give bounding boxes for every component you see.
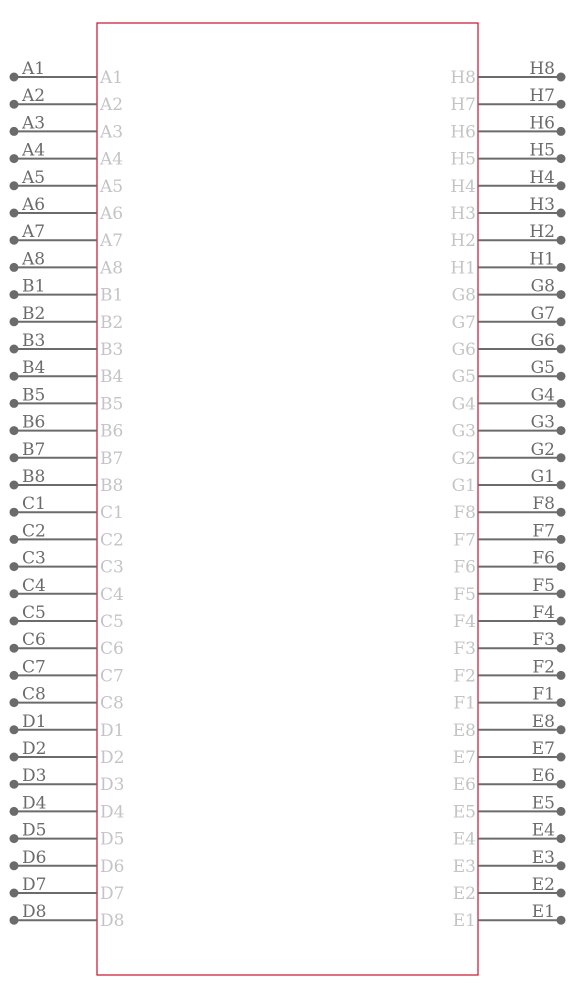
- pin-name-label: D6: [100, 856, 125, 877]
- pin-end-dot: [10, 263, 19, 272]
- pin-right-e3: [453, 848, 566, 877]
- pin-end-dot: [10, 644, 19, 653]
- pin-right-h8: [450, 59, 565, 88]
- pin-name-label: H3: [450, 204, 476, 224]
- pin-end-dot: [10, 861, 19, 870]
- pin-left-d1: [10, 712, 125, 741]
- pin-right-g4: [452, 385, 566, 414]
- pin-end-dot: [557, 617, 566, 626]
- pin-end-dot: [10, 73, 19, 82]
- pin-number-label: G2: [530, 439, 555, 460]
- pin-right-h3: [450, 195, 565, 224]
- pin-number-label: E4: [531, 820, 555, 841]
- pin-number-label: A8: [22, 249, 46, 270]
- pin-number-label: B6: [22, 412, 46, 433]
- pin-right-g5: [452, 358, 566, 387]
- pin-name-label: B5: [100, 394, 124, 415]
- pin-left-a5: [10, 168, 124, 197]
- pin-right-f7: [453, 521, 565, 550]
- pin-number-label: F3: [532, 630, 555, 651]
- pin-left-a4: [10, 141, 124, 170]
- pin-end-dot: [557, 154, 566, 163]
- pin-number-label: E5: [531, 793, 555, 814]
- pin-name-label: C8: [100, 693, 124, 714]
- pin-end-dot: [557, 780, 566, 789]
- pin-number-label: H2: [529, 222, 555, 243]
- pin-end-dot: [10, 345, 19, 354]
- pin-number-label: D4: [22, 793, 47, 814]
- pin-end-dot: [10, 807, 19, 816]
- pin-end-dot: [10, 617, 19, 626]
- pin-left-d8: [10, 902, 125, 931]
- pin-number-label: E7: [531, 739, 555, 759]
- pin-name-label: B4: [100, 367, 124, 388]
- pin-left-b7: [10, 440, 124, 469]
- pin-name-label: C4: [100, 584, 124, 605]
- pin-end-dot: [10, 399, 19, 408]
- pin-right-h2: [450, 222, 565, 251]
- pin-right-h6: [450, 113, 565, 142]
- pin-name-label: C2: [100, 530, 124, 551]
- pin-right-e5: [453, 793, 566, 822]
- pin-right-h5: [450, 141, 565, 170]
- pin-name-label: C7: [100, 666, 124, 687]
- pin-end-dot: [557, 453, 566, 462]
- pin-end-dot: [557, 100, 566, 109]
- pin-number-label: F8: [532, 494, 555, 515]
- pin-number-label: D2: [22, 739, 47, 759]
- pin-end-dot: [557, 753, 566, 762]
- pin-left-a3: [10, 113, 124, 142]
- pin-name-label: G7: [451, 312, 476, 333]
- pin-name-label: A3: [100, 122, 124, 143]
- pin-right-g6: [452, 331, 566, 360]
- pin-name-label: G8: [451, 285, 476, 306]
- pin-number-label: H4: [529, 167, 555, 188]
- pin-right-g3: [452, 413, 566, 442]
- pin-name-label: D1: [100, 720, 125, 741]
- pin-name-label: H4: [450, 176, 476, 197]
- pin-name-label: D2: [100, 748, 125, 768]
- pin-left-c3: [10, 549, 124, 578]
- pin-number-label: C3: [22, 548, 46, 569]
- pin-end-dot: [557, 426, 566, 435]
- pin-number-label: G7: [530, 303, 555, 324]
- pin-name-label: E2: [452, 884, 476, 904]
- pin-name-label: H6: [450, 122, 476, 143]
- pin-left-b3: [10, 331, 124, 360]
- pin-end-dot: [557, 345, 566, 354]
- pin-name-label: A5: [100, 176, 124, 197]
- pin-left-c5: [10, 603, 124, 632]
- pin-number-label: C1: [22, 494, 46, 515]
- pin-number-label: C8: [22, 684, 46, 705]
- pin-name-label: D4: [100, 802, 125, 823]
- pin-number-label: E6: [531, 766, 555, 787]
- pin-name-label: A2: [100, 95, 124, 116]
- pin-end-dot: [557, 127, 566, 136]
- pin-end-dot: [10, 317, 19, 326]
- pin-right-h1: [450, 249, 565, 278]
- pin-end-dot: [10, 453, 19, 462]
- pin-number-label: G8: [530, 276, 555, 297]
- pin-right-f3: [453, 630, 565, 659]
- pin-end-dot: [10, 834, 19, 843]
- pin-left-c8: [10, 685, 124, 714]
- pin-right-e1: [453, 902, 566, 931]
- pin-number-label: B5: [22, 385, 46, 406]
- pin-number-label: G5: [530, 358, 555, 379]
- pin-number-label: D8: [22, 902, 47, 923]
- pin-left-b6: [10, 413, 124, 442]
- pin-number-label: A3: [22, 113, 46, 134]
- pin-left-b1: [10, 277, 124, 306]
- pin-right-g2: [452, 440, 566, 469]
- pin-name-label: C1: [100, 503, 124, 524]
- pin-name-label: D7: [100, 884, 125, 904]
- pin-name-label: D3: [100, 775, 125, 796]
- pin-name-label: A6: [100, 204, 124, 224]
- pin-right-f4: [453, 603, 565, 632]
- pin-name-label: G4: [451, 394, 476, 415]
- pin-end-dot: [557, 807, 566, 816]
- pin-left-b4: [10, 358, 124, 387]
- pin-number-label: F4: [532, 603, 555, 623]
- pin-name-label: G2: [451, 448, 476, 469]
- pin-end-dot: [557, 236, 566, 245]
- pin-left-a7: [10, 222, 124, 251]
- pin-name-label: B1: [100, 285, 124, 306]
- pin-end-dot: [10, 725, 19, 734]
- pin-end-dot: [557, 889, 566, 898]
- pin-name-label: C5: [100, 612, 124, 632]
- pin-end-dot: [557, 317, 566, 326]
- pin-left-a8: [10, 249, 124, 278]
- pin-name-label: B6: [100, 421, 124, 442]
- pin-end-dot: [10, 154, 19, 163]
- pin-number-label: C2: [22, 521, 46, 542]
- pin-left-d6: [10, 848, 125, 877]
- pin-right-h7: [450, 86, 565, 115]
- pin-end-dot: [557, 644, 566, 653]
- pin-number-label: G1: [530, 467, 555, 487]
- pin-name-label: D8: [100, 911, 125, 932]
- pin-name-label: H1: [450, 258, 476, 279]
- pin-name-label: E1: [452, 911, 476, 932]
- pin-end-dot: [557, 698, 566, 707]
- pin-number-label: E8: [531, 711, 555, 732]
- pin-name-label: F2: [453, 666, 476, 687]
- pin-name-label: A8: [100, 258, 124, 279]
- pin-left-d2: [10, 739, 125, 768]
- pin-name-label: F6: [453, 557, 476, 578]
- pin-number-label: H1: [529, 249, 555, 270]
- pin-number-label: E1: [531, 902, 555, 923]
- pin-number-label: B4: [22, 358, 46, 379]
- pin-name-label: B8: [100, 476, 124, 496]
- pin-end-dot: [10, 698, 19, 707]
- pin-name-label: E3: [452, 856, 476, 877]
- pin-name-label: B7: [100, 448, 124, 469]
- pin-name-label: B3: [100, 340, 124, 360]
- pin-end-dot: [557, 263, 566, 272]
- pin-end-dot: [10, 426, 19, 435]
- pin-end-dot: [10, 209, 19, 218]
- pin-end-dot: [557, 589, 566, 598]
- pin-name-label: A7: [100, 231, 124, 252]
- pin-end-dot: [557, 508, 566, 517]
- pin-end-dot: [10, 889, 19, 898]
- pin-left-d5: [10, 821, 125, 850]
- pin-name-label: E6: [452, 775, 476, 796]
- pin-number-label: A7: [22, 222, 46, 243]
- pin-number-label: D3: [22, 766, 47, 787]
- pin-name-label: C6: [100, 639, 124, 660]
- pin-right-f1: [453, 685, 565, 714]
- pin-left-b2: [10, 304, 124, 333]
- pin-name-label: E4: [452, 829, 476, 850]
- pin-name-label: B2: [100, 312, 124, 333]
- pin-end-dot: [557, 372, 566, 381]
- pin-number-label: A2: [22, 86, 46, 107]
- pin-left-c4: [10, 576, 124, 605]
- pin-number-label: F7: [532, 521, 555, 542]
- pin-number-label: F5: [532, 575, 555, 596]
- pin-number-label: F1: [532, 684, 555, 705]
- pin-number-label: H5: [529, 140, 555, 161]
- pin-number-label: H6: [529, 113, 555, 134]
- pin-number-label: C5: [22, 603, 46, 623]
- pin-name-label: A1: [100, 68, 124, 88]
- pin-end-dot: [557, 73, 566, 82]
- pin-left-b5: [10, 385, 124, 414]
- pin-left-d3: [10, 766, 125, 795]
- pin-name-label: H2: [450, 231, 476, 252]
- pin-right-f6: [453, 549, 565, 578]
- pin-left-d4: [10, 793, 125, 822]
- pin-right-e2: [453, 875, 566, 904]
- pin-name-label: D5: [100, 829, 125, 850]
- pin-name-label: F5: [453, 584, 476, 605]
- pin-left-a1: [10, 59, 124, 88]
- pin-number-label: B8: [22, 467, 46, 487]
- pin-end-dot: [557, 562, 566, 571]
- pin-left-a2: [10, 86, 124, 115]
- pin-number-label: H3: [529, 195, 555, 215]
- pin-number-label: A1: [22, 59, 46, 79]
- pin-end-dot: [557, 916, 566, 925]
- pin-end-dot: [10, 127, 19, 136]
- pin-number-label: F2: [532, 657, 555, 678]
- pin-end-dot: [10, 181, 19, 190]
- pin-left-d7: [10, 875, 125, 904]
- pin-name-label: F1: [453, 693, 476, 714]
- pin-left-c7: [10, 657, 124, 686]
- pin-left-c6: [10, 630, 124, 659]
- pin-name-label: G6: [451, 340, 476, 360]
- pin-end-dot: [10, 372, 19, 381]
- pin-number-label: B3: [22, 331, 46, 351]
- pin-end-dot: [557, 290, 566, 299]
- pin-right-e6: [453, 766, 566, 795]
- pin-right-f5: [453, 576, 565, 605]
- pin-name-label: H7: [450, 95, 476, 116]
- pin-number-label: B7: [22, 439, 46, 460]
- pin-number-label: A6: [22, 195, 46, 215]
- pin-number-label: D7: [22, 875, 47, 895]
- pin-end-dot: [557, 671, 566, 680]
- pin-name-label: G3: [451, 421, 476, 442]
- pin-end-dot: [557, 535, 566, 544]
- pin-name-label: F8: [453, 503, 476, 524]
- pin-number-label: B2: [22, 303, 46, 324]
- pin-left-a6: [10, 195, 124, 224]
- pin-right-g8: [452, 277, 566, 306]
- pin-number-label: G3: [530, 412, 555, 433]
- pin-end-dot: [10, 589, 19, 598]
- pin-right-e4: [453, 821, 566, 850]
- pin-left-b8: [10, 467, 124, 496]
- pin-name-label: A4: [100, 149, 124, 170]
- pin-number-label: D1: [22, 711, 47, 732]
- pin-right-e7: [453, 739, 566, 768]
- pin-right-h4: [450, 168, 565, 197]
- pin-number-label: G4: [530, 385, 555, 406]
- pin-number-label: H7: [529, 86, 555, 107]
- left-pin-group: [10, 59, 125, 931]
- pin-name-label: G1: [451, 476, 476, 496]
- pin-end-dot: [10, 236, 19, 245]
- pin-number-label: B1: [22, 276, 46, 297]
- pin-name-label: C3: [100, 557, 124, 578]
- pin-name-label: E5: [452, 802, 476, 823]
- pin-number-label: A5: [22, 167, 46, 188]
- pin-number-label: C6: [22, 630, 46, 651]
- pin-end-dot: [557, 834, 566, 843]
- pin-end-dot: [10, 562, 19, 571]
- pin-end-dot: [10, 535, 19, 544]
- pin-right-g7: [452, 304, 566, 333]
- pin-end-dot: [10, 780, 19, 789]
- pin-end-dot: [10, 916, 19, 925]
- pin-number-label: G6: [530, 331, 555, 351]
- pin-number-label: D6: [22, 847, 47, 868]
- pin-right-e8: [453, 712, 566, 741]
- pin-number-label: H8: [529, 59, 555, 79]
- component-body: [97, 23, 478, 975]
- pin-end-dot: [557, 481, 566, 490]
- pin-name-label: E8: [452, 720, 476, 741]
- pin-end-dot: [557, 399, 566, 408]
- pin-end-dot: [557, 181, 566, 190]
- pin-end-dot: [10, 753, 19, 762]
- pin-end-dot: [10, 290, 19, 299]
- pin-end-dot: [10, 481, 19, 490]
- pin-name-label: H8: [450, 68, 476, 88]
- pin-number-label: C4: [22, 575, 46, 596]
- pin-number-label: D5: [22, 820, 47, 841]
- pin-end-dot: [557, 209, 566, 218]
- pin-end-dot: [10, 671, 19, 680]
- right-pin-group: [450, 59, 565, 931]
- pin-name-label: F7: [453, 530, 476, 551]
- pin-end-dot: [557, 725, 566, 734]
- pin-number-label: C7: [22, 657, 46, 678]
- pin-name-label: E7: [452, 748, 476, 768]
- pin-name-label: H5: [450, 149, 476, 170]
- pin-name-label: G5: [451, 367, 476, 388]
- pin-left-c2: [10, 521, 124, 550]
- pin-end-dot: [557, 861, 566, 870]
- pin-name-label: F3: [453, 639, 476, 660]
- pin-right-f2: [453, 657, 565, 686]
- pin-right-f8: [453, 494, 565, 523]
- pin-end-dot: [10, 508, 19, 517]
- pin-name-label: F4: [453, 612, 476, 632]
- pin-number-label: E2: [531, 875, 555, 895]
- pin-right-g1: [452, 467, 566, 496]
- pin-number-label: F6: [532, 548, 555, 569]
- pin-number-label: E3: [531, 847, 555, 868]
- pin-left-c1: [10, 494, 124, 523]
- pin-end-dot: [10, 100, 19, 109]
- pin-number-label: A4: [22, 140, 46, 161]
